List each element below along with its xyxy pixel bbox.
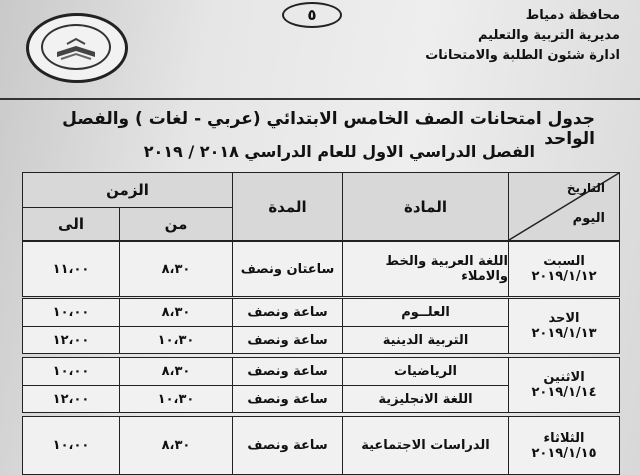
from-time-cell: ٨،٣٠	[119, 416, 233, 475]
duration-cell: ساعتان ونصف	[232, 241, 343, 297]
department-label: ادارة شئون الطلبة والامتحانات	[425, 48, 620, 63]
from-time-cell: ٨،٣٠	[119, 298, 233, 327]
subject-cell: الدراسات الاجتماعية	[342, 416, 509, 475]
from-time-cell: ٨،٣٠	[119, 241, 233, 297]
exam-date: ٢٠١٩/١/١٥	[531, 445, 597, 461]
duration-cell: ساعة ونصف	[232, 326, 343, 354]
page-number: ٥	[282, 2, 342, 28]
to-time-cell: ١١،٠٠	[22, 241, 120, 297]
time-header: الزمن	[22, 172, 233, 208]
ministry-logo-icon	[26, 13, 128, 83]
exam-date: ٢٠١٩/١/١٤	[531, 385, 597, 400]
from-time-cell: ١٠،٣٠	[119, 385, 233, 413]
directorate-label: مديرية التربية والتعليم	[477, 28, 620, 43]
to-header: الى	[22, 207, 120, 241]
from-time-cell: ٨،٣٠	[119, 357, 233, 386]
day-cell	[508, 241, 620, 297]
day-header: اليوم	[572, 211, 605, 226]
duration-header: المدة	[232, 172, 343, 241]
to-time-cell: ١٢،٠٠	[22, 385, 120, 413]
day-name: الاثنين	[543, 370, 585, 385]
date-header: التاريخ	[566, 181, 605, 195]
to-time-cell: ١٠،٠٠	[22, 357, 120, 386]
logo-inner-ring	[41, 24, 111, 70]
exam-date: ٢٠١٩/١/١٣	[531, 326, 597, 341]
schedule-subtitle: الفصل الدراسي الاول للعام الدراسي ٢٠١٨ / ٢٠١٩	[143, 142, 535, 161]
to-time-cell: ١٢،٠٠	[22, 326, 120, 354]
subject-cell: اللغة العربية والخط والاملاء	[342, 241, 509, 297]
schedule-title: جدول امتحانات الصف الخامس الابتدائي (عربي - لغات ) والفصل الواحد	[62, 109, 595, 149]
subject-cell: التربية الدينية	[342, 326, 509, 354]
header-divider	[0, 98, 640, 100]
book-icon	[43, 26, 109, 68]
exam-date: ٢٠١٩/١/١٢	[531, 269, 597, 284]
day-name: السبت	[543, 254, 585, 269]
date-day-header-cell	[508, 172, 620, 241]
issuer-header	[400, 6, 620, 66]
from-header: من	[119, 207, 233, 241]
day-cell	[508, 416, 620, 475]
to-time-cell: ١٠،٠٠	[22, 416, 120, 475]
subject-header: المادة	[342, 172, 509, 241]
day-name: الاحد	[548, 311, 580, 326]
day-name: الثلاثاء	[543, 430, 585, 446]
subject-cell: الرياضيات	[342, 357, 509, 386]
day-cell	[508, 357, 620, 413]
duration-cell: ساعة ونصف	[232, 298, 343, 327]
subject-cell: اللغة الانجليزية	[342, 385, 509, 413]
duration-cell: ساعة ونصف	[232, 416, 343, 475]
exam-schedule-table	[22, 172, 620, 475]
to-time-cell: ١٠،٠٠	[22, 298, 120, 327]
subject-cell: العلــوم	[342, 298, 509, 327]
duration-cell: ساعة ونصف	[232, 385, 343, 413]
governorate-label: محافظة دمياط	[525, 8, 620, 23]
from-time-cell: ١٠،٣٠	[119, 326, 233, 354]
duration-cell: ساعة ونصف	[232, 357, 343, 386]
day-cell	[508, 298, 620, 354]
